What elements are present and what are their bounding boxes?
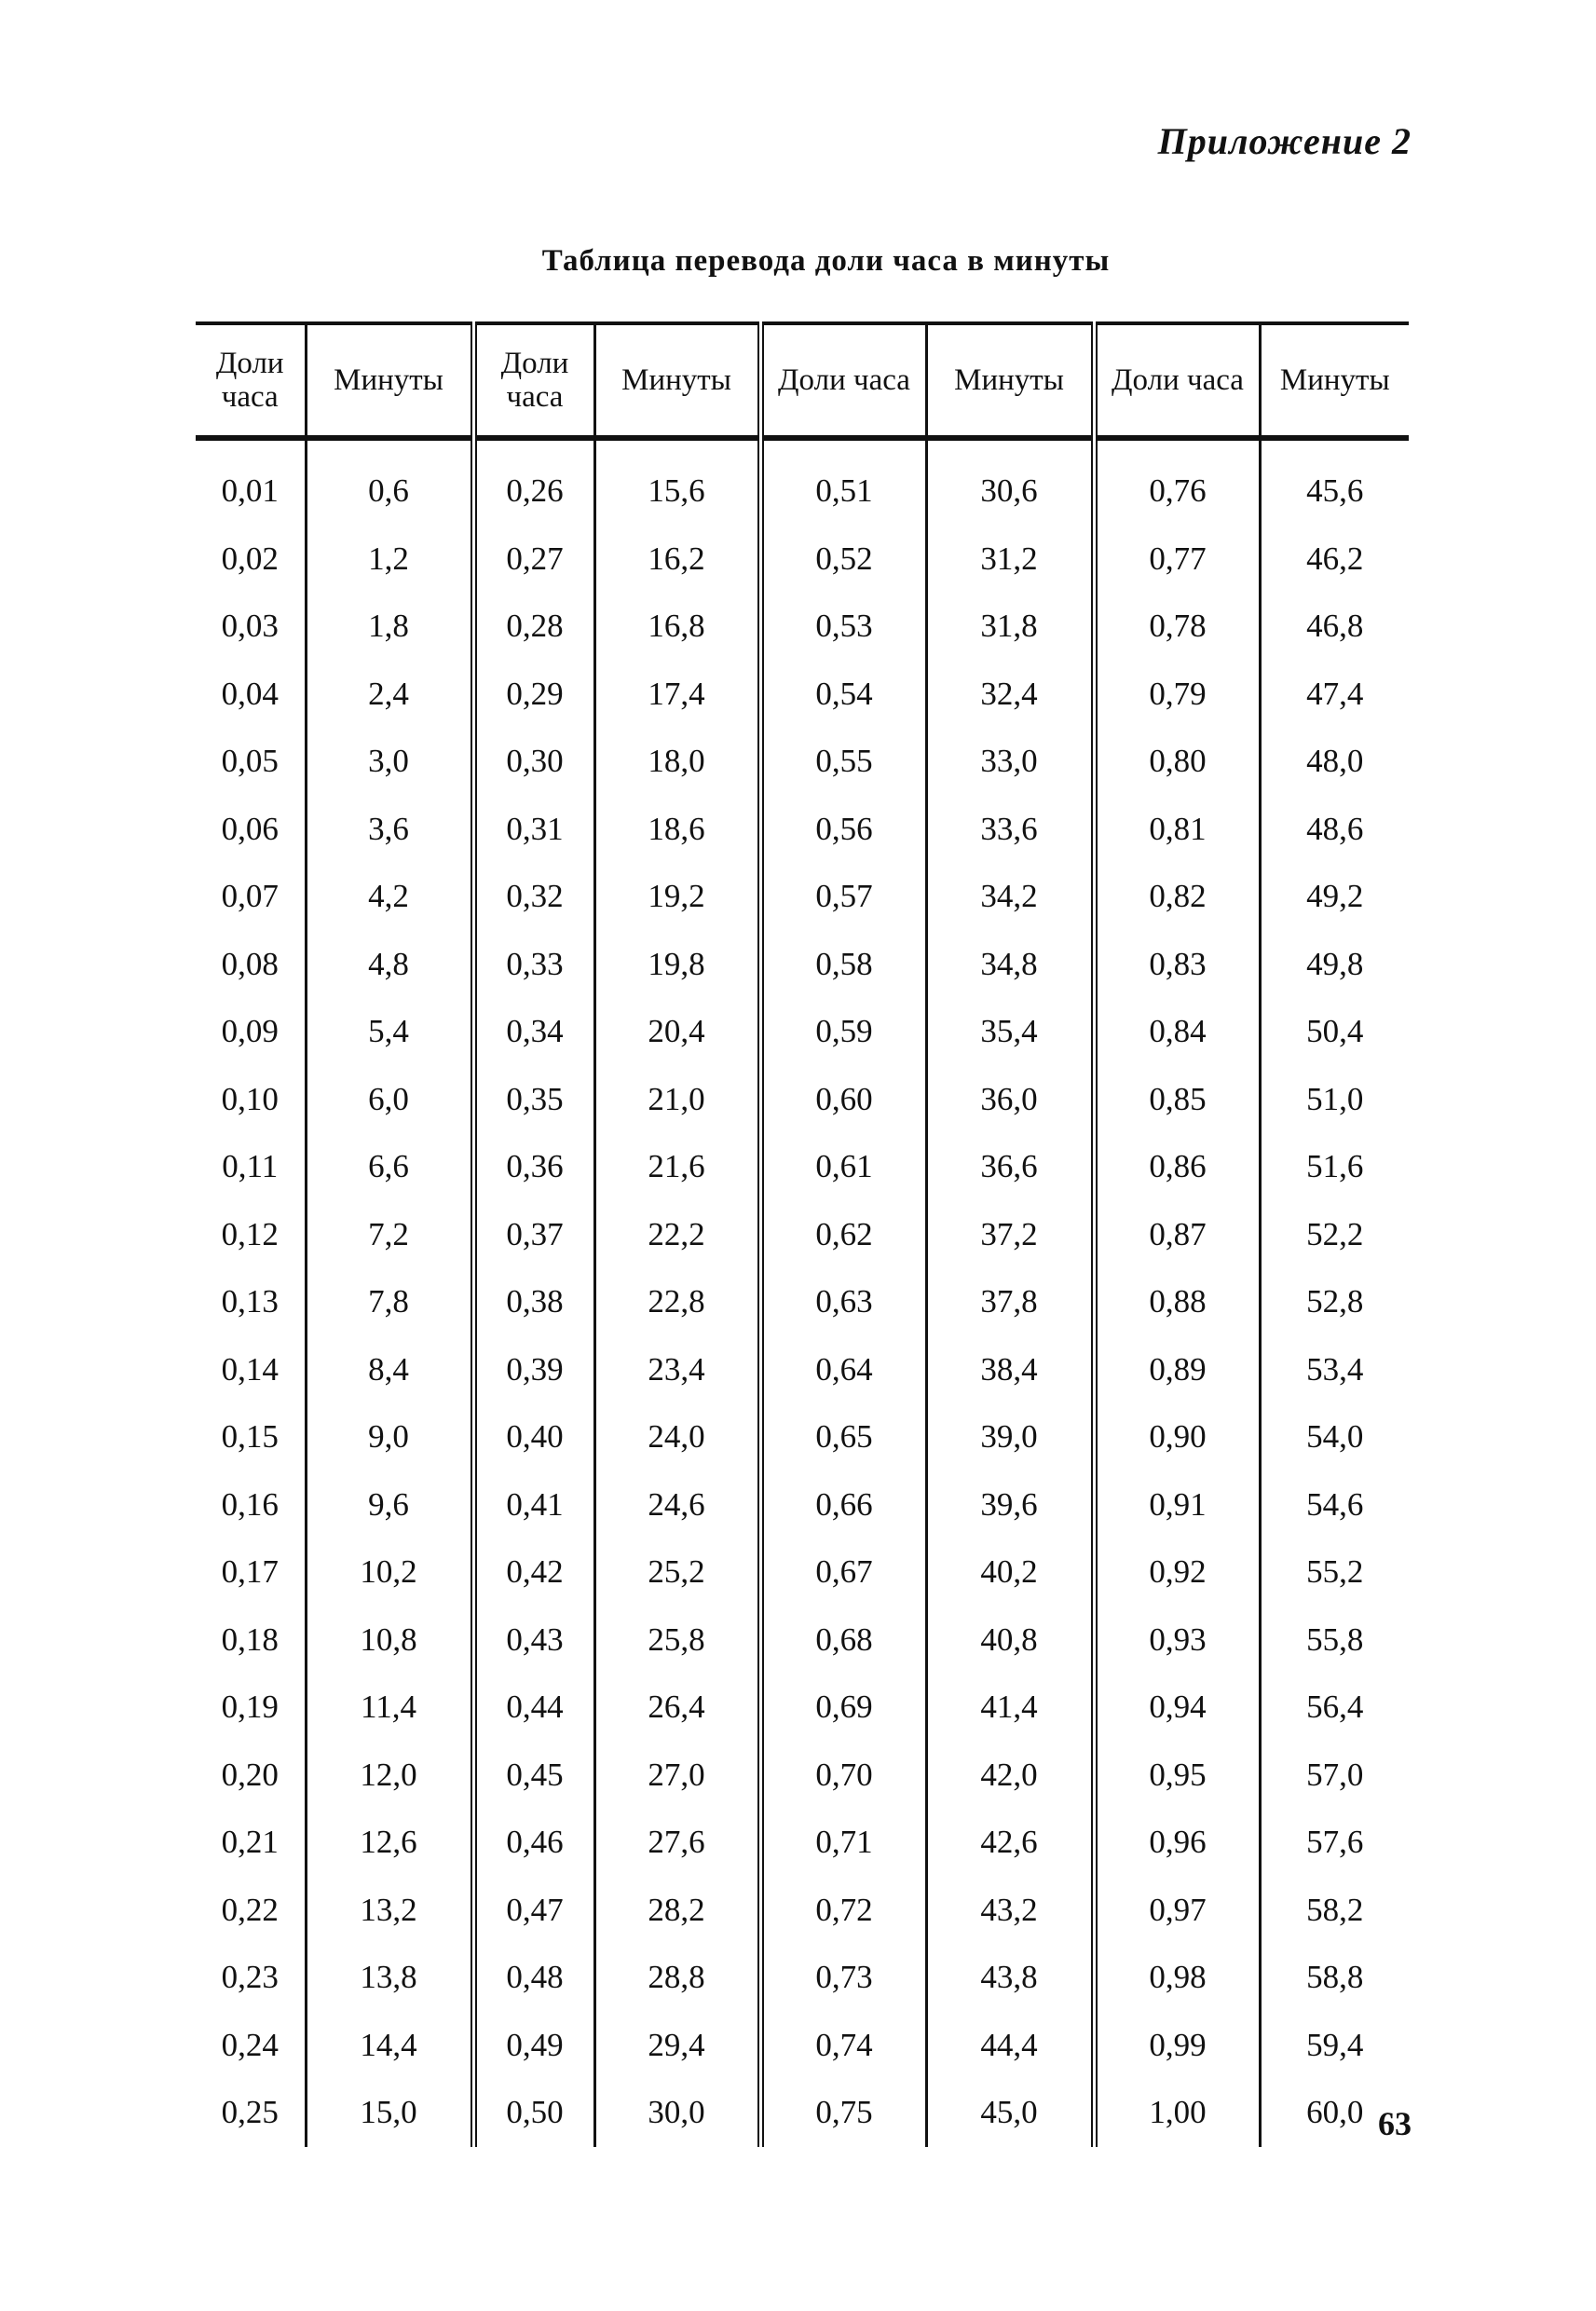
- minutes-cell: 5,4: [306, 998, 473, 1066]
- table-body: [196, 438, 1409, 2147]
- fraction-cell: 0,48: [473, 1944, 594, 2012]
- fraction-cell: 0,38: [473, 1268, 594, 1336]
- fraction-cell: 0,03: [196, 593, 306, 661]
- minutes-cell: 33,0: [926, 728, 1094, 796]
- minutes-cell: 58,8: [1306, 1959, 1364, 1996]
- table-row: [196, 1742, 1409, 1810]
- fraction-cell: 0,28: [473, 593, 594, 661]
- fraction-cell: 0,69: [760, 1674, 926, 1742]
- fraction-cell: 0,83: [1094, 931, 1260, 999]
- header-fraction-4: Доли часа: [1094, 323, 1260, 438]
- fraction-cell: 0,41: [473, 1471, 594, 1539]
- fraction-cell: 0,19: [196, 1674, 306, 1742]
- table-row: [196, 998, 1409, 1066]
- fraction-cell: 0,24: [196, 2012, 306, 2080]
- minutes-cell: 59,4: [1306, 2026, 1364, 2063]
- table-row: [196, 1133, 1409, 1201]
- fraction-cell: 0,74: [760, 2012, 926, 2080]
- fraction-cell: 0,01: [196, 438, 306, 526]
- fraction-cell: 0,92: [1094, 1538, 1260, 1607]
- fraction-cell: 0,35: [473, 1066, 594, 1134]
- fraction-cell: 0,17: [196, 1538, 306, 1607]
- fraction-cell: 0,11: [196, 1133, 306, 1201]
- fraction-cell: 0,44: [473, 1674, 594, 1742]
- minutes-cell: 17,4: [594, 661, 760, 729]
- minutes-cell: 11,4: [306, 1674, 473, 1742]
- minutes-cell: 50,4: [1306, 1013, 1364, 1050]
- fraction-cell: 0,21: [196, 1809, 306, 1877]
- minutes-cell: 31,8: [926, 593, 1094, 661]
- fraction-cell: 0,10: [196, 1066, 306, 1134]
- minutes-cell: 40,2: [926, 1538, 1094, 1607]
- fraction-cell: 0,81: [1094, 796, 1260, 864]
- minutes-cell: 25,2: [594, 1538, 760, 1607]
- minutes-cell: 15,6: [594, 438, 760, 526]
- minutes-cell: 36,0: [926, 1066, 1094, 1134]
- fraction-cell: 0,95: [1094, 1742, 1260, 1810]
- minutes-cell: 27,0: [594, 1742, 760, 1810]
- fraction-cell: 0,07: [196, 863, 306, 931]
- fraction-cell: 0,91: [1094, 1471, 1260, 1539]
- minutes-cell: 19,2: [594, 863, 760, 931]
- page-number: 63: [1378, 2105, 1412, 2142]
- minutes-cell: 35,4: [926, 998, 1094, 1066]
- fraction-cell: 0,29: [473, 661, 594, 729]
- minutes-cell: 13,8: [306, 1944, 473, 2012]
- minutes-cell: 1,2: [306, 526, 473, 594]
- minutes-cell: 44,4: [926, 2012, 1094, 2080]
- minutes-cell: 51,6: [1306, 1148, 1364, 1185]
- table-row: [196, 1809, 1409, 1877]
- fraction-cell: 0,87: [1094, 1201, 1260, 1269]
- minutes-cell: 52,2: [1306, 1215, 1364, 1252]
- conversion-table: [196, 321, 1409, 2147]
- fraction-cell: 0,60: [760, 1066, 926, 1134]
- minutes-cell: 15,0: [306, 2079, 473, 2147]
- minutes-cell: 21,6: [594, 1133, 760, 1201]
- minutes-cell: 48,6: [1306, 810, 1364, 847]
- fraction-cell: 0,47: [473, 1877, 594, 1945]
- fraction-cell: 0,34: [473, 998, 594, 1066]
- minutes-cell: 45,6: [1306, 472, 1364, 510]
- minutes-cell: 16,8: [594, 593, 760, 661]
- minutes-cell: 14,4: [306, 2012, 473, 2080]
- header-minutes-3: Минуты: [926, 323, 1094, 438]
- fraction-cell: 0,13: [196, 1268, 306, 1336]
- header-row: [196, 323, 1409, 438]
- minutes-cell: 27,6: [594, 1809, 760, 1877]
- fraction-cell: 0,78: [1094, 593, 1260, 661]
- fraction-cell: 0,90: [1094, 1403, 1260, 1471]
- table-title: Таблица перевода доли часа в минуты: [541, 244, 1111, 278]
- fraction-cell: 0,98: [1094, 1944, 1260, 2012]
- minutes-cell: 24,6: [594, 1471, 760, 1539]
- fraction-cell: 0,25: [196, 2079, 306, 2147]
- minutes-cell: 43,2: [926, 1877, 1094, 1945]
- minutes-cell: 49,2: [1306, 878, 1364, 915]
- minutes-cell: 9,0: [306, 1403, 473, 1471]
- minutes-cell: 25,8: [594, 1607, 760, 1675]
- fraction-cell: 0,53: [760, 593, 926, 661]
- fraction-cell: 0,93: [1094, 1607, 1260, 1675]
- minutes-cell: 34,8: [926, 931, 1094, 999]
- table-row: [196, 438, 1409, 526]
- minutes-cell: 28,8: [594, 1944, 760, 2012]
- fraction-cell: 0,61: [760, 1133, 926, 1201]
- minutes-cell: 16,2: [594, 526, 760, 594]
- minutes-cell: 48,0: [1306, 743, 1364, 780]
- minutes-cell: 18,6: [594, 796, 760, 864]
- table-row: [196, 1674, 1409, 1742]
- fraction-cell: 0,06: [196, 796, 306, 864]
- fraction-cell: 0,55: [760, 728, 926, 796]
- table-row: [196, 1607, 1409, 1675]
- minutes-cell: 31,2: [926, 526, 1094, 594]
- minutes-cell: 45,0: [926, 2079, 1094, 2147]
- minutes-cell: 54,6: [1306, 1485, 1364, 1523]
- table-row: [196, 2079, 1409, 2147]
- fraction-cell: 0,16: [196, 1471, 306, 1539]
- minutes-cell: 42,0: [926, 1742, 1094, 1810]
- minutes-cell: 43,8: [926, 1944, 1094, 2012]
- minutes-cell: 60,0: [1306, 2094, 1364, 2131]
- fraction-cell: 0,62: [760, 1201, 926, 1269]
- minutes-cell: 21,0: [594, 1066, 760, 1134]
- header-minutes-1: Минуты: [306, 323, 473, 438]
- fraction-cell: 0,37: [473, 1201, 594, 1269]
- minutes-cell: 52,8: [1306, 1283, 1364, 1320]
- fraction-cell: 0,72: [760, 1877, 926, 1945]
- minutes-cell: 49,8: [1306, 945, 1364, 982]
- minutes-cell: 29,4: [594, 2012, 760, 2080]
- appendix-label: Приложение 2: [1157, 120, 1412, 162]
- minutes-cell: 41,4: [926, 1674, 1094, 1742]
- fraction-cell: 0,36: [473, 1133, 594, 1201]
- minutes-cell: 12,6: [306, 1809, 473, 1877]
- minutes-cell: 40,8: [926, 1607, 1094, 1675]
- minutes-cell: 57,0: [1306, 1756, 1364, 1793]
- minutes-cell: 46,2: [1306, 540, 1364, 577]
- minutes-cell: 53,4: [1306, 1350, 1364, 1388]
- minutes-cell: 23,4: [594, 1336, 760, 1404]
- minutes-cell: 37,8: [926, 1268, 1094, 1336]
- fraction-cell: 0,57: [760, 863, 926, 931]
- fraction-cell: 0,56: [760, 796, 926, 864]
- table-row: [196, 1944, 1409, 2012]
- table-row: [196, 931, 1409, 999]
- table-row: [196, 1268, 1409, 1336]
- fraction-cell: 0,46: [473, 1809, 594, 1877]
- fraction-cell: 0,45: [473, 1742, 594, 1810]
- minutes-cell: 55,2: [1306, 1553, 1364, 1591]
- table-row: [196, 526, 1409, 594]
- minutes-cell: 37,2: [926, 1201, 1094, 1269]
- header-fraction-2: Доли часа: [473, 323, 594, 438]
- fraction-cell: 0,14: [196, 1336, 306, 1404]
- fraction-cell: 0,66: [760, 1471, 926, 1539]
- header-fraction-3: Доли часа: [760, 323, 926, 438]
- table-row: [196, 863, 1409, 931]
- fraction-cell: 0,43: [473, 1607, 594, 1675]
- fraction-cell: 0,33: [473, 931, 594, 999]
- table-row: [196, 1877, 1409, 1945]
- minutes-cell: 51,0: [1306, 1080, 1364, 1117]
- fraction-cell: 0,02: [196, 526, 306, 594]
- fraction-cell: 0,39: [473, 1336, 594, 1404]
- fraction-cell: 0,50: [473, 2079, 594, 2147]
- minutes-cell: 4,2: [306, 863, 473, 931]
- fraction-cell: 0,58: [760, 931, 926, 999]
- fraction-cell: 0,22: [196, 1877, 306, 1945]
- minutes-cell: 57,6: [1306, 1824, 1364, 1861]
- fraction-cell: 0,84: [1094, 998, 1260, 1066]
- table-row: [196, 1066, 1409, 1134]
- fraction-cell: 0,31: [473, 796, 594, 864]
- minutes-cell: 12,0: [306, 1742, 473, 1810]
- table-row: [196, 1403, 1409, 1471]
- minutes-cell: 22,8: [594, 1268, 760, 1336]
- fraction-cell: 0,27: [473, 526, 594, 594]
- fraction-cell: 0,08: [196, 931, 306, 999]
- fraction-cell: 0,68: [760, 1607, 926, 1675]
- fraction-cell: 0,63: [760, 1268, 926, 1336]
- minutes-cell: 3,6: [306, 796, 473, 864]
- minutes-cell: 28,2: [594, 1877, 760, 1945]
- minutes-cell: 6,0: [306, 1066, 473, 1134]
- minutes-cell: 18,0: [594, 728, 760, 796]
- fraction-cell: 1,00: [1094, 2079, 1260, 2147]
- fraction-cell: 0,12: [196, 1201, 306, 1269]
- fraction-cell: 0,88: [1094, 1268, 1260, 1336]
- fraction-cell: 0,40: [473, 1403, 594, 1471]
- minutes-cell: 26,4: [594, 1674, 760, 1742]
- header-minutes-2: Минуты: [594, 323, 760, 438]
- minutes-cell: 0,6: [306, 438, 473, 526]
- fraction-cell: 0,76: [1094, 438, 1260, 526]
- table-row: [196, 2012, 1409, 2080]
- minutes-cell: 13,2: [306, 1877, 473, 1945]
- minutes-cell: 7,2: [306, 1201, 473, 1269]
- minutes-cell: 58,2: [1306, 1891, 1364, 1928]
- minutes-cell: 39,0: [926, 1403, 1094, 1471]
- table-row: [196, 661, 1409, 729]
- fraction-cell: 0,99: [1094, 2012, 1260, 2080]
- minutes-cell: 6,6: [306, 1133, 473, 1201]
- minutes-cell: 32,4: [926, 661, 1094, 729]
- fraction-cell: 0,70: [760, 1742, 926, 1810]
- fraction-cell: 0,73: [760, 1944, 926, 2012]
- fraction-cell: 0,20: [196, 1742, 306, 1810]
- minutes-cell: 8,4: [306, 1336, 473, 1404]
- minutes-cell: 19,8: [594, 931, 760, 999]
- minutes-cell: 22,2: [594, 1201, 760, 1269]
- fraction-cell: 0,97: [1094, 1877, 1260, 1945]
- minutes-cell: 54,0: [1306, 1418, 1364, 1456]
- minutes-cell: 30,6: [926, 438, 1094, 526]
- fraction-cell: 0,80: [1094, 728, 1260, 796]
- fraction-cell: 0,96: [1094, 1809, 1260, 1877]
- minutes-cell: 1,8: [306, 593, 473, 661]
- minutes-cell: 38,4: [926, 1336, 1094, 1404]
- fraction-cell: 0,32: [473, 863, 594, 931]
- fraction-cell: 0,71: [760, 1809, 926, 1877]
- minutes-cell: 56,4: [1306, 1689, 1364, 1726]
- fraction-cell: 0,89: [1094, 1336, 1260, 1404]
- header-fraction-1: Доли часа: [196, 323, 306, 438]
- table-row: [196, 1538, 1409, 1607]
- minutes-cell: 55,8: [1306, 1620, 1364, 1658]
- fraction-cell: 0,26: [473, 438, 594, 526]
- fraction-cell: 0,15: [196, 1403, 306, 1471]
- fraction-cell: 0,49: [473, 2012, 594, 2080]
- fraction-cell: 0,85: [1094, 1066, 1260, 1134]
- minutes-cell: 47,4: [1306, 675, 1364, 712]
- minutes-cell: 7,8: [306, 1268, 473, 1336]
- fraction-cell: 0,54: [760, 661, 926, 729]
- fraction-cell: 0,86: [1094, 1133, 1260, 1201]
- table-row: [196, 1471, 1409, 1539]
- fraction-cell: 0,79: [1094, 661, 1260, 729]
- fraction-cell: 0,77: [1094, 526, 1260, 594]
- minutes-cell: 46,8: [1306, 608, 1364, 645]
- table-row: [196, 593, 1409, 661]
- fraction-cell: 0,64: [760, 1336, 926, 1404]
- minutes-cell: 9,6: [306, 1471, 473, 1539]
- fraction-cell: 0,04: [196, 661, 306, 729]
- fraction-cell: 0,65: [760, 1403, 926, 1471]
- table-row: [196, 1336, 1409, 1404]
- header-minutes-4: Минуты: [1260, 323, 1409, 438]
- minutes-cell: 34,2: [926, 863, 1094, 931]
- fraction-cell: 0,75: [760, 2079, 926, 2147]
- fraction-cell: 0,52: [760, 526, 926, 594]
- minutes-cell: 10,8: [306, 1607, 473, 1675]
- minutes-cell: 4,8: [306, 931, 473, 999]
- minutes-cell: 42,6: [926, 1809, 1094, 1877]
- minutes-cell: 2,4: [306, 661, 473, 729]
- table-row: [196, 1201, 1409, 1269]
- minutes-cell: 24,0: [594, 1403, 760, 1471]
- fraction-cell: 0,94: [1094, 1674, 1260, 1742]
- fraction-cell: 0,67: [760, 1538, 926, 1607]
- fraction-cell: 0,18: [196, 1607, 306, 1675]
- fraction-cell: 0,05: [196, 728, 306, 796]
- fraction-cell: 0,23: [196, 1944, 306, 2012]
- fraction-cell: 0,59: [760, 998, 926, 1066]
- fraction-cell: 0,51: [760, 438, 926, 526]
- minutes-cell: 39,6: [926, 1471, 1094, 1539]
- minutes-cell: 10,2: [306, 1538, 473, 1607]
- table-row: [196, 728, 1409, 796]
- fraction-cell: 0,09: [196, 998, 306, 1066]
- minutes-cell: 20,4: [594, 998, 760, 1066]
- table-row: [196, 796, 1409, 864]
- fraction-cell: 0,82: [1094, 863, 1260, 931]
- fraction-cell: 0,30: [473, 728, 594, 796]
- minutes-cell: 33,6: [926, 796, 1094, 864]
- minutes-cell: 30,0: [594, 2079, 760, 2147]
- minutes-cell: 3,0: [306, 728, 473, 796]
- fraction-cell: 0,42: [473, 1538, 594, 1607]
- minutes-cell: 36,6: [926, 1133, 1094, 1201]
